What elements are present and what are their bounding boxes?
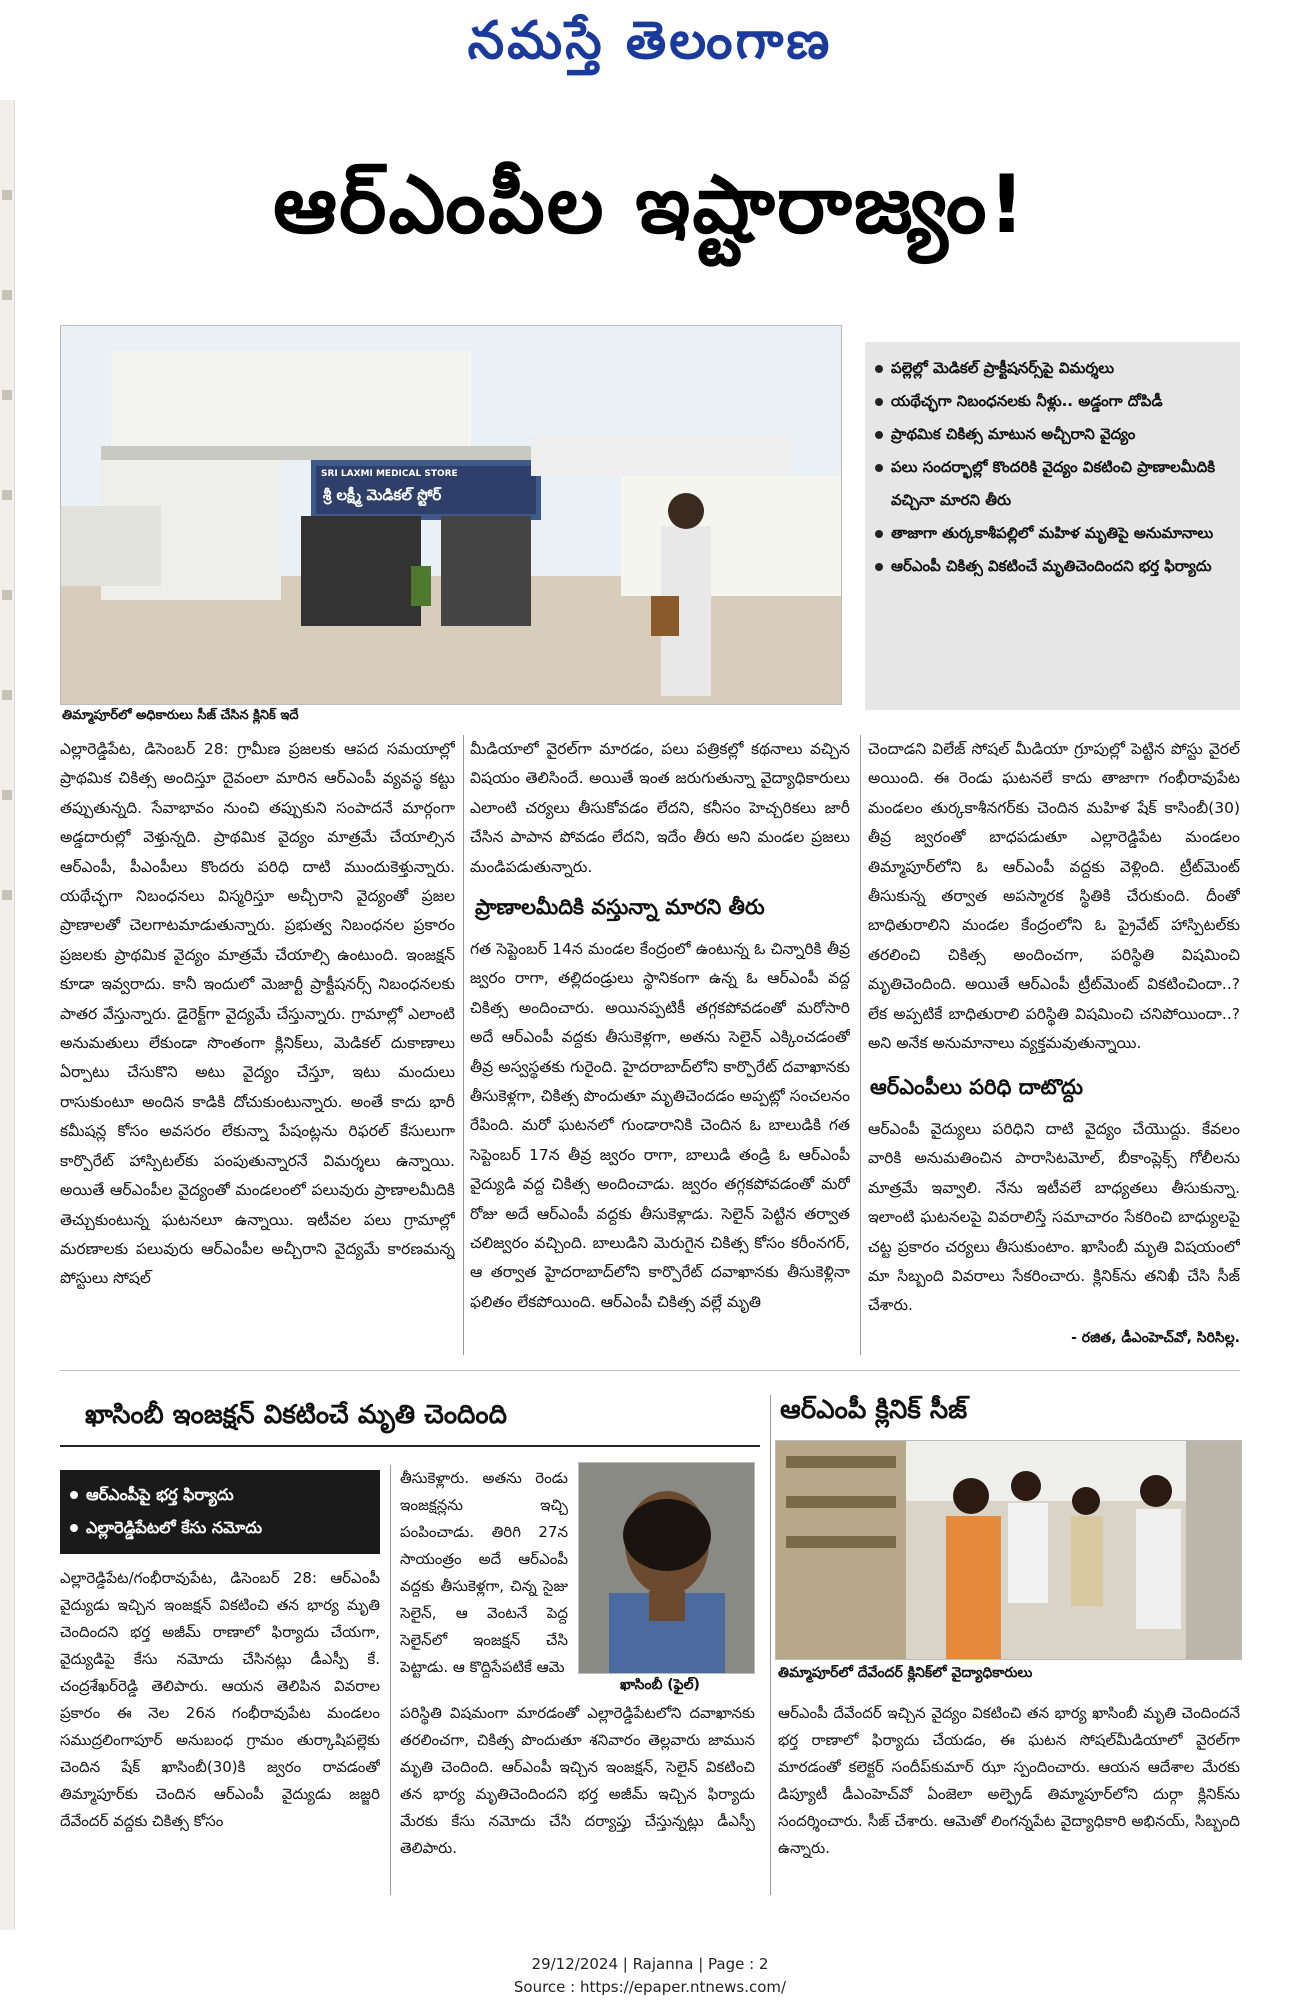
main-story-subhead-2: ఆర్‌ఎంపీలు పరిధి దాటొద్దు [870,1075,1084,1099]
inspection-photo-caption: తిమ్మాపూర్‌లో దేవేందర్ క్లినిక్‌లో వైద్యాధికారులు [778,1665,1033,1681]
top-photo-caption: తిమ్మాపూర్‌లో అధికారులు సీజ్ చేసిన క్లినిక్ ఇదే [62,708,299,723]
column-divider [770,1395,771,1895]
highlight-item: ప్రాథమిక చికిత్స మాటున అచ్చీరాని వైద్యం [865,418,1240,451]
column-divider [860,735,861,1355]
quote-credit: - రజిత, డీఎంహెచ్‌వో, సిరిసిల్ల. [1071,1330,1240,1346]
story2-bullets-box [60,1470,380,1554]
portrait-illustration [579,1463,754,1673]
victim-photo [578,1462,755,1674]
story3-body: ఆర్‌ఎంపీ దేవేందర్ ఇచ్చిన వైద్యం వికటించి తన భార్య ఖాసింబీ మృతి చెందిందనే భర్త రాణాలో ఫిర్యాదు చేయడం, ఈ ఘటన సోషల్‌మీడియాలో వైరల్‌గా మారడంతో కలెక్టర్ సందీప్‌కుమార్ ఝా స్పందించారు. ఆయన ఆదేశాల మేరకు డిప్యూటీ డీఎంహెచ్‌వో ఏంజెలా అల్ఫ్రెడ్ తిమ్మాపూర్‌లోని దుర్గా క్లినిక్‌ను సందర్శించారు. సీజ్ చేశారు. ఆమెతో లింగన్నపేట వైద్యాధికారి అభినయ్, సిబ్బంది ఉన్నారు. [778,1704,1240,1857]
clinic-building-illustration [61,326,841,704]
section-divider [60,1370,1240,1371]
story2-col2b: పరిస్థితి విషమంగా మారడంతో ఎల్లారెడ్డిపేటలోని దవాఖానకు తరలించగా, చికిత్స పొందుతూ శనివారం తెల్లవారు జామున మృతి చెందింది. ఆర్‌ఎంపీ ఇచ్చిన ఇంజక్షన్, సెలైన్ వికటించి తన భార్య మృతిచెందిందని భర్త అజీమ్ ఇచ్చిన ఫిర్యాదు మేరకు కేసు నమోదు చేసి దర్యాప్తు చేస్తున్నట్లు డీఎస్పీ తెలిపారు. [400,1704,755,1857]
story2-bullet: ఎల్లారెడ్డిపేటలో కేసు నమోదు [60,1511,380,1544]
story3-headline: ఆర్‌ఎంపీ క్లినిక్ సీజ్ [780,1395,968,1425]
main-story-col3b: ఆర్‌ఎంపీ వైద్యులు పరిధిని దాటి వైద్యం చేయొద్దు. కేవలం వారికి అనుమతించిన పారాసిటమోల్, బీకాంప్లెక్స్ గోలీలను మాత్రమే ఇవ్వాలి. నేను ఇటీవలే బాధ్యతలు తీసుకున్నా. ఇలాంటి ఘటనలపై వివరాలిస్తే సమాచారం సేకరించి బాధ్యులపై చట్ట ప్రకారం చర్యలు తీసుకుంటాం. ఖాసింబీ మృతి విషయంలో మా సిబ్బంది వివరాలు సేకరించారు. క్లినిక్‌ను తనిఖీ చేసి సీజ్ చేశారు. [868,1120,1240,1315]
highlight-item: పలు సందర్భాల్లో కొందరికి వైద్యం వికటించి ప్రాణాలమీదికి వచ్చినా మారని తీరు [865,451,1240,517]
clinic-sign-english: SRI LAXMI MEDICAL STORE [321,469,458,479]
main-story-subhead-1: ప్రాణాలమీదికి వస్తున్నా మారని తీరు [475,895,765,919]
highlights-box [865,342,1240,710]
highlight-item: పల్లెల్లో మెడికల్ ప్రాక్టీషనర్స్‌పై విమర్శలు [865,352,1240,385]
main-headline: ఆర్‌ఎంపీల ఇష్టారాజ్యం! [273,158,1027,251]
column-divider [463,735,464,1355]
main-story-col1: ఎల్లారెడ్డిపేట, డిసెంబర్ 28: గ్రామీణ ప్రజలకు ఆపద సమయాల్లో ప్రాథమిక చికిత్స అందిస్తూ దైవంలా మారిన ఆర్‌ఎంపీ వ్యవస్థ కట్టు తప్పుతున్నది. సేవాభావం నుంచి తప్పుకుని సంపాదనే మార్గంగా అడ్డదారుల్లో వెళ్తున్నది. ప్రాథమిక వైద్యం మాత్రమే చేయాల్సిన ఆర్‌ఎంపీ, పీఎంపీలు కొందరు పరిధి దాటి ముందుకెళ్తున్నారు. యథేచ్ఛగా నిబంధనలు విస్మరిస్తూ అచ్చీరాని వైద్యంతో ప్రజల ప్రాణాలతో చెలగాటమాడుతున్నారు. ప్రభుత్వ నిబంధనల ప్రకారం ప్రజలకు ప్రాథమిక వైద్యం మాత్రమే చేయాల్సి ఉంటుంది. ఇంజక్షన్ కూడా ఇవ్వరాదు. కానీ ఇందులో మెజార్టీ ప్రాక్టీషనర్స్ నిబంధనలకు పాతర వేస్తున్నారు. డైరెక్ట్‌గా వైద్యమే చేస్తున్నారు. గ్రామాల్లో ఎలాంటి అనుమతులు లేకుండా సొంతంగా క్లినిక్‌లు, మెడికల్ దుకాణాలు ఏర్పాటు చేసుకొని అటు వైద్యం చేస్తూ, ఇటు మందులు రాసుకుంటూ అందిన కాడికి దోచుకుంటున్నారు. అంతే కాదు భారీ కమీషన్ల కోసం అవసరం లేకున్నా పేషంట్లను రిఫరల్ కేసులుగా కార్పొరేట్ హాస్పిటల్‌కు పంపుతున్నారనే విమర్శలు ఉన్నాయి. అయితే ఆర్‌ఎంపీల వైద్యంతో మండలంలో పలువురు ప్రాణాలమీదికి తెచ్చుకుంటున్న ఘటనలూ ఉన్నాయి. ఇటీవల పలు గ్రామాల్లో మరణాలకు పలువురు ఆర్‌ఎంపీల అచ్చీరాని వైద్యమే కారణమన్న పోస్టులు సోషల్ [60,740,455,1288]
footer-source: Source : https://epaper.ntnews.com/ [513,1978,787,1996]
story2-col1: ఎల్లారెడ్డిపేట/గంభీరావుపేట, డిసెంబర్ 28: ఆర్‌ఎంపీ వైద్యుడు ఇచ్చిన ఇంజక్షన్ వికటించి తన భార్య మృతి చెందిందని భర్త అజీమ్ రాణాలో ఫిర్యాదు చేయగా, వైద్యుడిపై కేసు నమోదు చేసినట్లు డీఎస్పీ కే. చంద్రశేఖర్‌రెడ్డి తెలిపారు. ఆయన తెలిపిన వివరాల ప్రకారం ఈ నెల 26న గంభీరావుపేట మండలం సముద్రలింగాపూర్ అనుబంధ గ్రామం తుర్కాషిపల్లెకు చెందిన షేక్ ఖాసింబీ(30)కి జ్వరం రావడంతో తిమ్మాపూర్‌కు చెందిన ఆర్‌ఎంపీ వైద్యుడు జజ్జరి దేవేందర్ వద్దకు చికిత్స కోసం [60,1569,380,1830]
victim-photo-caption: ఖాసింబీ (ఫైల్) [620,1677,700,1693]
highlight-item: ఆర్‌ఎంపీ చికిత్స వికటించే మృతిచెందిందని భర్త ఫిర్యాదు [865,550,1240,583]
clinic-sign-telugu: శ్రీ లక్ష్మీ మెడికల్ స్టోర్ [323,486,442,504]
inspection-photo [775,1440,1242,1660]
main-story-col3a: చెందాడని విలేజ్ సోషల్ మీడియా గ్రూపుల్లో పెట్టిన పోస్టు వైరల్ అయింది. ఈ రెండు ఘటనలే కాదు తాజాగా గంభీరావుపేట మండలం తుర్కకాశీనగర్‌కు చెందిన మహిళ షేక్ కాసింబీ(30) తీవ్ర జ్వరంతో బాధపడుతూ ఎల్లారెడ్డిపేట మండలం తిమ్మాపూర్‌లోని ఓ ఆర్‌ఎంపీ వద్దకు వెళ్లింది. ట్రీట్‌మెంట్ తీసుకున్న తర్వాత అపస్మారక స్థితికి చేరుకుంది. దీంతో బాధితురాలిని మండల కేంద్రంలోని ఓ ప్రైవేట్ హాస్పిటల్‌కు తరలించి చికిత్స అందించగా, పరిస్థితి విషమించి మృతిచెందింది. అయితే ఆర్‌ఎంపీ ట్రీట్‌మెంట్ వికటించిందా..? లేక అప్పటికే బాధితురాలి పరిస్థితి విషమించి చనిపోయిందా..? అని అనేక అనుమానాలు వ్యక్తమవుతున్నాయి. [868,740,1240,1053]
highlight-item: యథేచ్ఛగా నిబంధనలకు నీళ్లు.. అడ్డంగా దోపిడీ [865,385,1240,418]
story2-bullet: ఆర్‌ఎంపీపై భర్త ఫిర్యాదు [60,1478,380,1511]
clinic-inspection-illustration [776,1441,1241,1659]
column-divider [390,1465,391,1895]
highlight-item: తాజాగా తుర్కకాశీపల్లిలో మహిళ మృతిపై అనుమానాలు [865,517,1240,550]
story2-col2a: తీసుకెళ్లారు. అతను రెండు ఇంజక్షన్లను ఇచ్చి పంపించాడు. తిరిగి 27న సాయంత్రం అదే ఆర్‌ఎంపీ వద్దకు తీసుకెళ్లగా, చిన్న సైజు సెలైన్, ఆ వెంటనే పెద్ద సెలైన్‌లో ఇంజక్షన్ చేసి పెట్టాడు. ఆ కొద్దిసేపటికే ఆమె [400,1469,568,1676]
story2-headline-rule [60,1445,760,1447]
main-story-col2a: మీడియాలో వైరల్‌గా మారడం, పలు పత్రికల్లో కథనాలు వచ్చిన విషయం తెలిసిందే. అయితే ఇంత జరుగుతున్నా వైద్యాధికారులు ఎలాంటి చర్యలు తీసుకోవడం లేదని, కనీసం హెచ్చరికలు జారీ చేసిన పాపాన పోవడం లేదని, ఇదేం తీరు అని మండల ప్రజలు మండిపడుతున్నారు. [470,740,850,876]
masthead-logo: నమస్తే తెలంగాణ [467,10,833,71]
story2-headline: ఖాసింబీ ఇంజక్షన్ వికటించే మృతి చెందింది [85,1400,507,1430]
main-story-col2b: గత సెప్టెంబర్ 14న మండల కేంద్రంలో ఉంటున్న ఓ చిన్నారికి తీవ్ర జ్వరం రాగా, తల్లిదండ్రులు స్థానికంగా ఉన్న ఓ ఆర్‌ఎంపీ వద్ద చికిత్స అందించారు. అయినప్పటికీ తగ్గకపోవడంతో మరోసారి అదే ఆర్‌ఎంపీ వద్దకు తీసుకెళ్లగా, అతను సెలైన్ ఎక్కించడంతో తీవ్ర అస్వస్థతకు గురైంది. హైదరాబాద్‌లోని కార్పొరేట్ దవాఖానకు తీసుకెళ్లగా, చికిత్స పొందుతూ మృతిచెందడం అప్పట్లో సంచలనం రేపింది. మరో ఘటనలో గుండారానికి చెందిన ఓ బాలుడికి గత సెప్టెంబర్ 17న తీవ్ర జ్వరం రాగా, బాలుడి తండ్రి ఓ ఆర్‌ఎంపీ వైద్యుడి వద్ద చికిత్స అందించాడు. జ్వరం తగ్గకపోవడంతో మరో రోజు అదే ఆర్‌ఎంపీ వద్దకు తీసుకెళ్లాడు. సెలైన్ పెట్టిన తర్వాత చలిజ్వరం వచ్చింది. బాలుడిని మెరుగైన చికిత్స కోసం కరీంనగర్, ఆ తర్వాత హైదరాబాద్‌లోని కార్పొరేట్ దవాఖానకు తీసుకెళ్లినా ఫలితం లేకపోయింది. ఆర్‌ఎంపీ చికిత్స వల్లే మృతి [470,940,850,1311]
clinic-photo [60,325,842,705]
adjacent-page-strip [0,100,15,1930]
footer-date-edition: 29/12/2024 | Rajanna | Page : 2 [531,1955,769,1973]
